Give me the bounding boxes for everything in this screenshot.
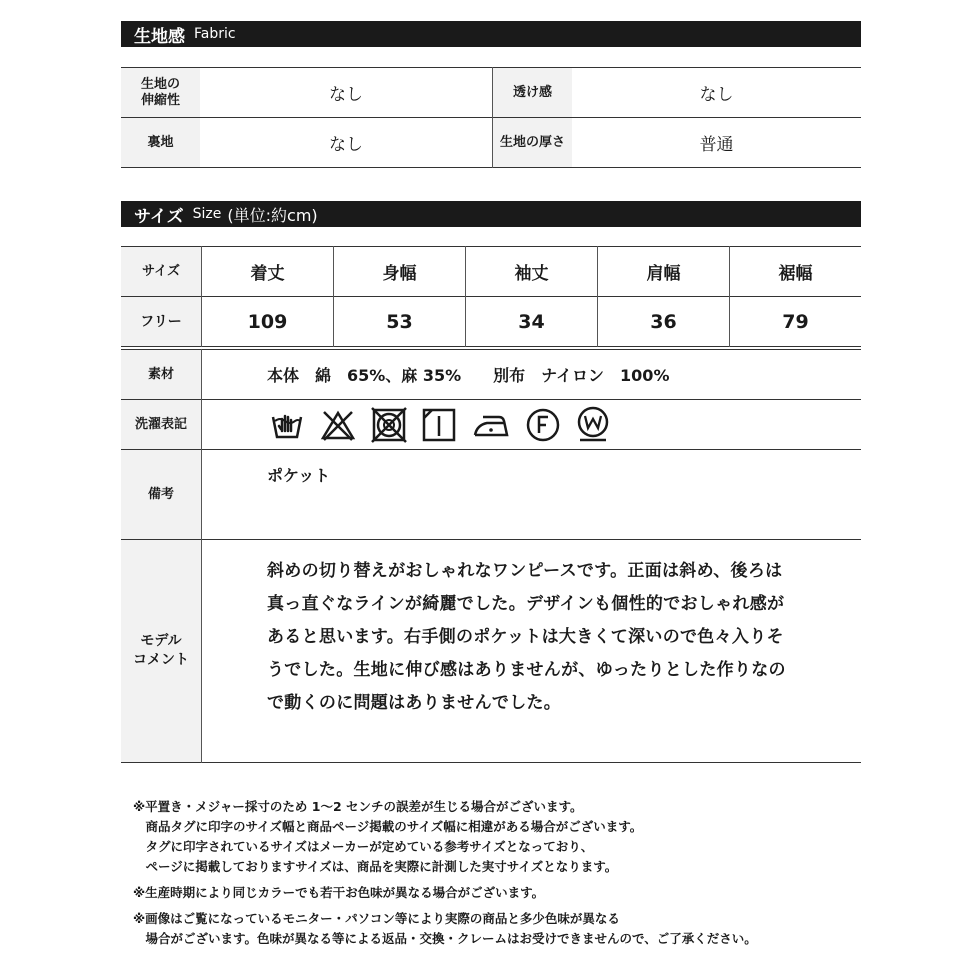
no-bleach-icon bbox=[319, 407, 357, 443]
comment-body bbox=[267, 555, 861, 720]
col-length: 着丈 bbox=[250, 264, 285, 284]
comment-label: モデル コメント bbox=[121, 540, 201, 762]
wet-clean-w-icon bbox=[575, 406, 611, 444]
comment-line: あると思います。右手側のポケットは大きくて深いので色々入りそ bbox=[267, 627, 784, 647]
no-tumble-dry-icon bbox=[371, 407, 407, 443]
size-row-label: フリー bbox=[121, 297, 201, 346]
value-shoulder: 36 bbox=[650, 310, 677, 333]
size-title-en: Size bbox=[192, 206, 222, 222]
note-line: ページに掲載しておりますサイズは、商品を実際に計測した実寸サイズとなります。 bbox=[133, 859, 618, 874]
fabric-section-header bbox=[121, 21, 861, 47]
note-line: ※画像はご覧になっているモニター・パソコン等により実際の商品と多少色味が異なる bbox=[133, 911, 620, 926]
lining-label: 裏地 bbox=[121, 118, 200, 167]
stretch-value: なし bbox=[329, 85, 363, 105]
note-line: 場合がございます。色味が異なる等による返品・交換・クレームはお受けできませんので、ご了承ください。 bbox=[133, 931, 757, 946]
dry-clean-f-icon bbox=[525, 407, 561, 443]
care-label: 洗濯表記 bbox=[121, 400, 201, 449]
sheerness-value: なし bbox=[699, 85, 734, 105]
comment-line: 斜めの切り替えがおしゃれなワンピースです。正面は斜め、後ろは bbox=[267, 561, 783, 581]
care-icons bbox=[269, 400, 859, 449]
stretch-label: 生地の 伸縮性 bbox=[121, 68, 200, 117]
thickness-value: 普通 bbox=[699, 135, 734, 155]
note-line: タグに印字されているサイズはメーカーが定めている参考サイズとなっており、 bbox=[133, 839, 594, 854]
size-title-jp: サイズ bbox=[134, 206, 184, 227]
col-shoulder: 肩幅 bbox=[646, 264, 681, 284]
hand-wash-icon bbox=[269, 407, 305, 443]
remarks-label: 備考 bbox=[121, 450, 201, 539]
value-sleeve: 34 bbox=[518, 310, 545, 333]
note-line: 商品タグに印字のサイズ幅と商品ページ掲載のサイズ幅に相違がある場合がございます。 bbox=[133, 819, 643, 834]
fabric-title-jp: 生地感 bbox=[134, 26, 185, 47]
low-iron-icon bbox=[471, 407, 511, 443]
note-line: ※平置き・メジャー採寸のため 1〜2 センチの誤差が生じる場合がございます。 bbox=[133, 799, 583, 814]
size-section-header bbox=[121, 201, 861, 227]
value-hem: 79 bbox=[782, 310, 809, 333]
size-table bbox=[121, 246, 861, 347]
comment-line: で動くのに問題はありませんでした。 bbox=[267, 693, 562, 713]
lining-value: なし bbox=[329, 135, 363, 155]
comment-line: 真っ直ぐなラインが綺麗でした。デザインも個性的でおしゃれ感が bbox=[267, 594, 785, 614]
thickness-label: 生地の厚さ bbox=[493, 118, 572, 167]
fabric-table bbox=[121, 67, 861, 168]
value-length: 109 bbox=[247, 310, 288, 333]
col-hem: 裾幅 bbox=[778, 264, 813, 284]
details-table bbox=[121, 349, 861, 763]
material-value: 本体 綿 65%、麻 35% 別布 ナイロン 100% bbox=[267, 366, 670, 385]
value-body-width: 53 bbox=[386, 310, 413, 333]
col-body-width: 身幅 bbox=[382, 264, 417, 284]
note-line: ※生産時期により同じカラーでも若干お色味が異なる場合がございます。 bbox=[133, 885, 545, 900]
line-dry-shade-icon bbox=[421, 407, 457, 443]
size-header-label: サイズ bbox=[121, 247, 201, 296]
sheerness-label: 透け感 bbox=[493, 68, 572, 117]
fabric-title-en: Fabric bbox=[194, 26, 236, 42]
material-label: 素材 bbox=[121, 350, 201, 399]
col-sleeve: 袖丈 bbox=[514, 264, 549, 284]
remarks-value: ポケット bbox=[267, 466, 331, 485]
comment-line: うでした。生地に伸び感はありませんが、ゆったりとした作りなの bbox=[267, 660, 786, 680]
size-unit: (単位:約cm) bbox=[227, 205, 318, 225]
notes bbox=[133, 797, 873, 949]
